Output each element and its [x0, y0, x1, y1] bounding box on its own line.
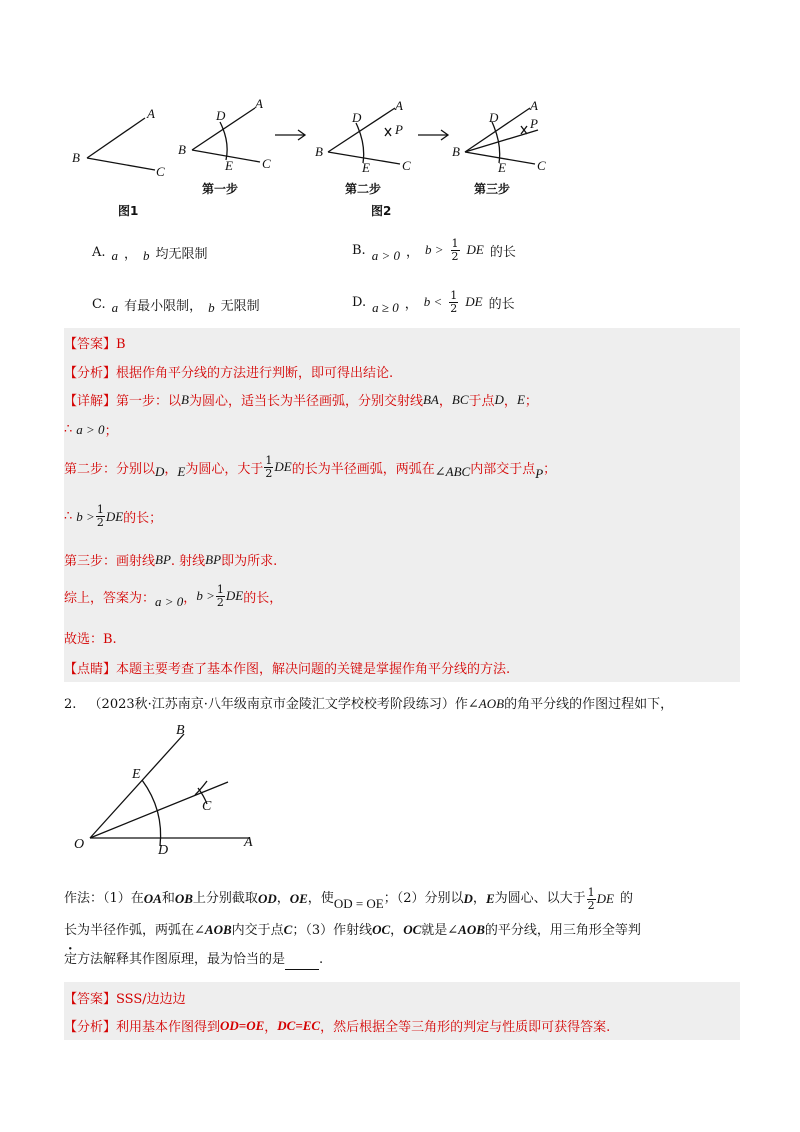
- step1-label-E: E: [225, 158, 233, 173]
- figure1-caption: 图1: [118, 204, 139, 218]
- choice-c-letter: C.: [92, 296, 106, 312]
- answer-blank[interactable]: [285, 957, 319, 970]
- step3-label-P: P: [530, 116, 538, 131]
- fig2-label-O: O: [74, 837, 85, 852]
- step3-label-A: A: [530, 98, 538, 113]
- fig1-label-C: C: [156, 164, 165, 179]
- choice-b-tail: 的长: [489, 244, 516, 260]
- choice-d-letter: D.: [352, 294, 367, 310]
- sol1-step3: 第三步：画射线 BP . 射线 BP 即为所求.: [64, 551, 278, 569]
- step2-label-E: E: [362, 160, 370, 175]
- step2-label-P: P: [395, 122, 403, 137]
- fig2-label-E: E: [132, 767, 141, 782]
- choice-a-sep: ，: [124, 246, 138, 262]
- step3-caption: 第三步: [474, 182, 511, 196]
- step2-label-C: C: [402, 158, 411, 173]
- figure-1-construction: [60, 90, 560, 220]
- choice-b-de: DE: [466, 242, 484, 257]
- choice-d-sep: ，: [404, 296, 418, 312]
- sol1-answer: 【答案】B: [64, 337, 126, 352]
- step2-label-B: B: [315, 144, 323, 159]
- choice-c-var-b: b: [208, 300, 215, 315]
- choice-b-cond: a > 0: [371, 248, 400, 263]
- solution-1-box: [64, 328, 740, 682]
- figure-2-angle-bisector: [64, 718, 274, 858]
- choice-a-text: 均无限制: [155, 246, 208, 262]
- choice-b-sep: ，: [405, 244, 419, 260]
- choice-b-b: b >: [424, 242, 444, 257]
- sol1-choose: 故选：B.: [64, 632, 117, 647]
- fig2-label-B: B: [176, 723, 185, 738]
- step3-label-D: D: [489, 110, 499, 125]
- question-2-heading: 2. （2023秋·江苏南京·八年级南京市金陵汇文学校校考阶段练习）作∠AOB的角平分线的作图过程如下，: [64, 696, 674, 712]
- choice-a-var-a: a: [111, 248, 119, 263]
- step3-label-B: B: [452, 144, 460, 159]
- sol1-comment: 【点睛】本题主要考查了基本作图，解决问题的关键是掌握作角平分线的方法.: [64, 662, 511, 677]
- fig1-label-B: B: [72, 150, 80, 165]
- step2-label-D: D: [352, 110, 362, 125]
- fig2-label-D: D: [158, 843, 169, 858]
- sol1-therefore-2: ∴ b > $\frac{1}{2}$ DE 的长；: [64, 503, 163, 529]
- sol1-analysis: 【分析】根据作角平分线的方法进行判断，即可得出结论.: [64, 366, 394, 381]
- fig1-label-A: A: [147, 106, 155, 121]
- choice-c-var-a: a: [111, 300, 119, 315]
- question-2-method-line-3: 定方法解释其作图原理，最为恰当的是 .: [64, 950, 323, 970]
- choice-d-tail: 的长: [488, 296, 515, 312]
- step1-label-C: C: [262, 156, 271, 171]
- step2-label-A: A: [395, 98, 403, 113]
- choice-a[interactable]: [92, 240, 208, 264]
- choice-d-de: DE: [465, 294, 483, 309]
- step1-label-A: A: [255, 96, 263, 111]
- choice-d-b: b <: [423, 294, 443, 309]
- choice-b[interactable]: [352, 236, 516, 264]
- question-2-method-line-2: 长为半径作弧，两弧在∠AOB内交于点C；（3）作射线OC，OC就是∠AOB的平分线，用三角形全等判: [64, 922, 641, 938]
- sol2-answer: 【答案】SSS/边边边: [64, 992, 186, 1007]
- step3-label-E: E: [498, 160, 506, 175]
- solution-2-box: [64, 982, 740, 1040]
- step1-caption: 第一步: [202, 182, 239, 196]
- step3-label-C: C: [537, 158, 546, 173]
- question-2-method-line-1: 作法：（1）在 OA 和 OB 上分别截取 OD ， OE ，使 OD = OE ；（2）分别以 D ， E 为圆心、以大于 $\frac{1}{2}$ DE 的: [64, 885, 633, 912]
- choice-d-fraction: $\frac{1}{2}$: [450, 288, 458, 315]
- choice-d[interactable]: [352, 288, 515, 316]
- step1-label-B: B: [178, 142, 186, 157]
- sol1-summary: 综上，答案为： a > 0 ， b > $\frac{1}{2}$ DE 的长，: [64, 582, 283, 609]
- step1-label-D: D: [216, 108, 226, 123]
- choice-a-letter: A.: [92, 244, 106, 260]
- sol1-therefore-1: ∴ a > 0 ；: [64, 421, 118, 439]
- sol1-detail: 【详解】第一步：以 B 为圆心，适当长为半径画弧，分别交射线 BA ， BC 于点 D ， E ；: [64, 391, 538, 409]
- fig2-label-C: C: [202, 799, 212, 814]
- choice-b-fraction: $\frac{1}{2}$: [451, 236, 459, 263]
- sol2-analysis: 【分析】利用基本作图得到 OD=OE ， DC=EC ，然后根据全等三角形的判定与性质即可获得答案.: [64, 1017, 611, 1035]
- choice-c-text1: 有最小限制，: [124, 298, 203, 314]
- step2-caption: 第二步: [345, 182, 382, 196]
- choice-c[interactable]: [92, 292, 260, 316]
- choice-a-var-b: b: [143, 248, 150, 263]
- fig2-label-A: A: [244, 835, 253, 850]
- choice-b-letter: B.: [352, 242, 366, 258]
- sol1-step2: 第二步：分别以 D ， E 为圆心，大于 $\frac{1}{2}$ DE 的长为半径画弧，两弧在 ∠ABC 内部交于点 P ；: [64, 453, 557, 481]
- choice-c-text2: 无限制: [220, 298, 260, 314]
- choice-d-cond: a ≥ 0: [372, 300, 399, 315]
- figure2-caption: 图2: [371, 204, 392, 218]
